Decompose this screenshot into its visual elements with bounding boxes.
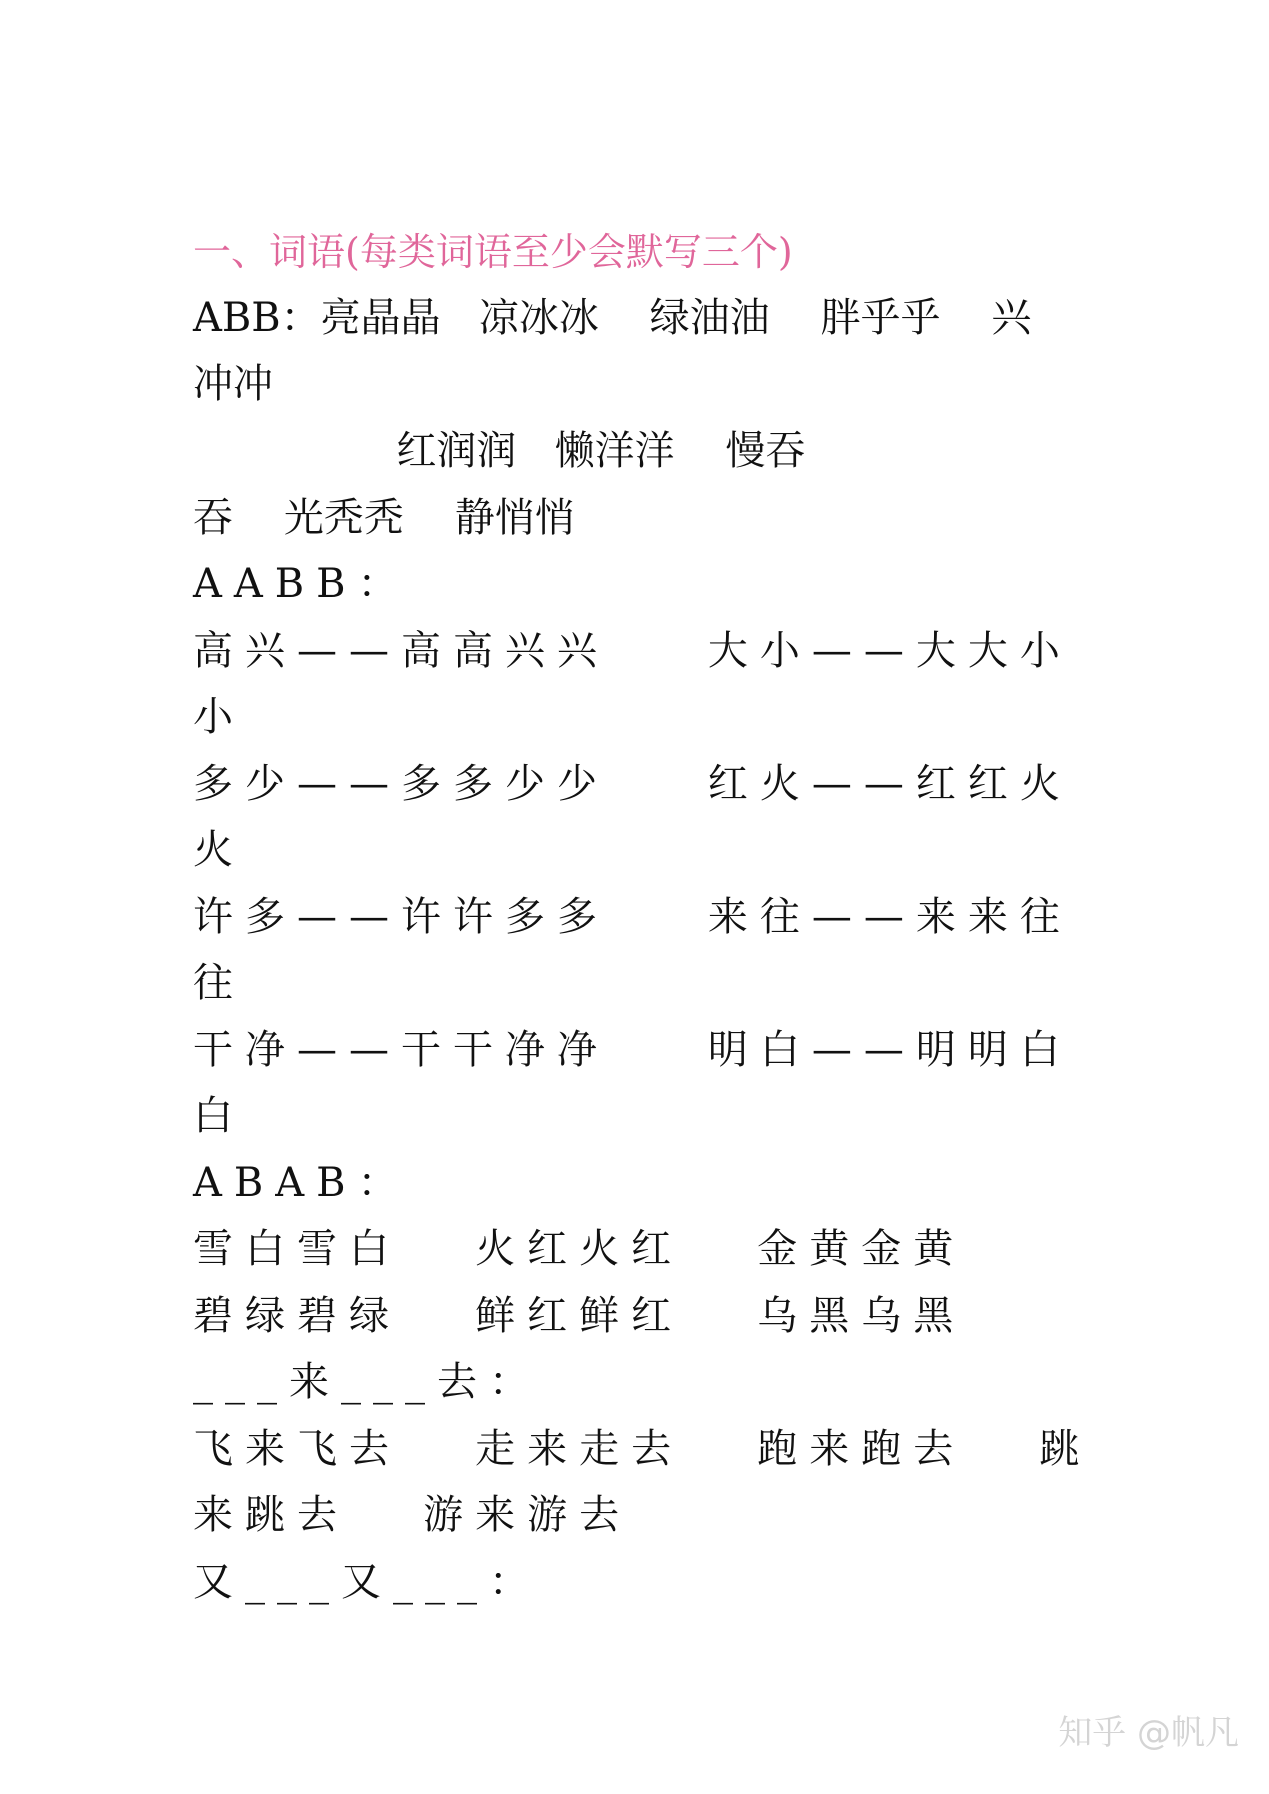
aabb-line-6: 往: [193, 960, 245, 1006]
aabb-line-2: 小: [193, 694, 245, 740]
laiqu-heading: ___来___去：: [193, 1359, 541, 1405]
abb-line-1: ABB：亮晶晶 凉冰冰 绿油油 胖乎乎 兴: [193, 295, 1032, 341]
aabb-line-4: 火: [193, 827, 245, 873]
abb-line-2: 冲冲: [193, 361, 273, 407]
abb-line-3: 红润润 懒洋洋 慢吞: [193, 428, 806, 474]
aabb-line-8: 白: [193, 1093, 245, 1139]
aabb-line-5: 许多——许许多多 来往——来来往: [193, 894, 1072, 940]
abab-line-2: 碧绿碧绿 鲜红鲜红 乌黑乌黑: [193, 1293, 966, 1339]
aabb-line-3: 多少——多多少少 红火——红红火: [193, 761, 1072, 807]
laiqu-line-1: 飞来飞去 走来走去 跑来跑去 跳: [193, 1426, 1092, 1472]
section-title: 一、词语(每类词语至少会默写三个): [193, 230, 793, 274]
aabb-line-1: 高兴——高高兴兴 大小——大大小: [193, 628, 1072, 674]
abab-line-1: 雪白雪白 火红火红 金黄金黄: [193, 1226, 966, 1272]
abb-line-4: 吞 光秃秃 静悄悄: [193, 495, 575, 541]
abab-heading: ABAB：: [193, 1160, 410, 1206]
aabb-heading: AABB：: [193, 561, 410, 607]
laiqu-line-2: 来跳去 游来游去: [193, 1492, 632, 1538]
zhihu-watermark: 知乎 @帆凡: [1058, 1713, 1239, 1753]
youyou-heading: 又___又___：: [193, 1559, 541, 1605]
aabb-line-7: 干净——干干净净 明白——明明白: [193, 1027, 1072, 1073]
